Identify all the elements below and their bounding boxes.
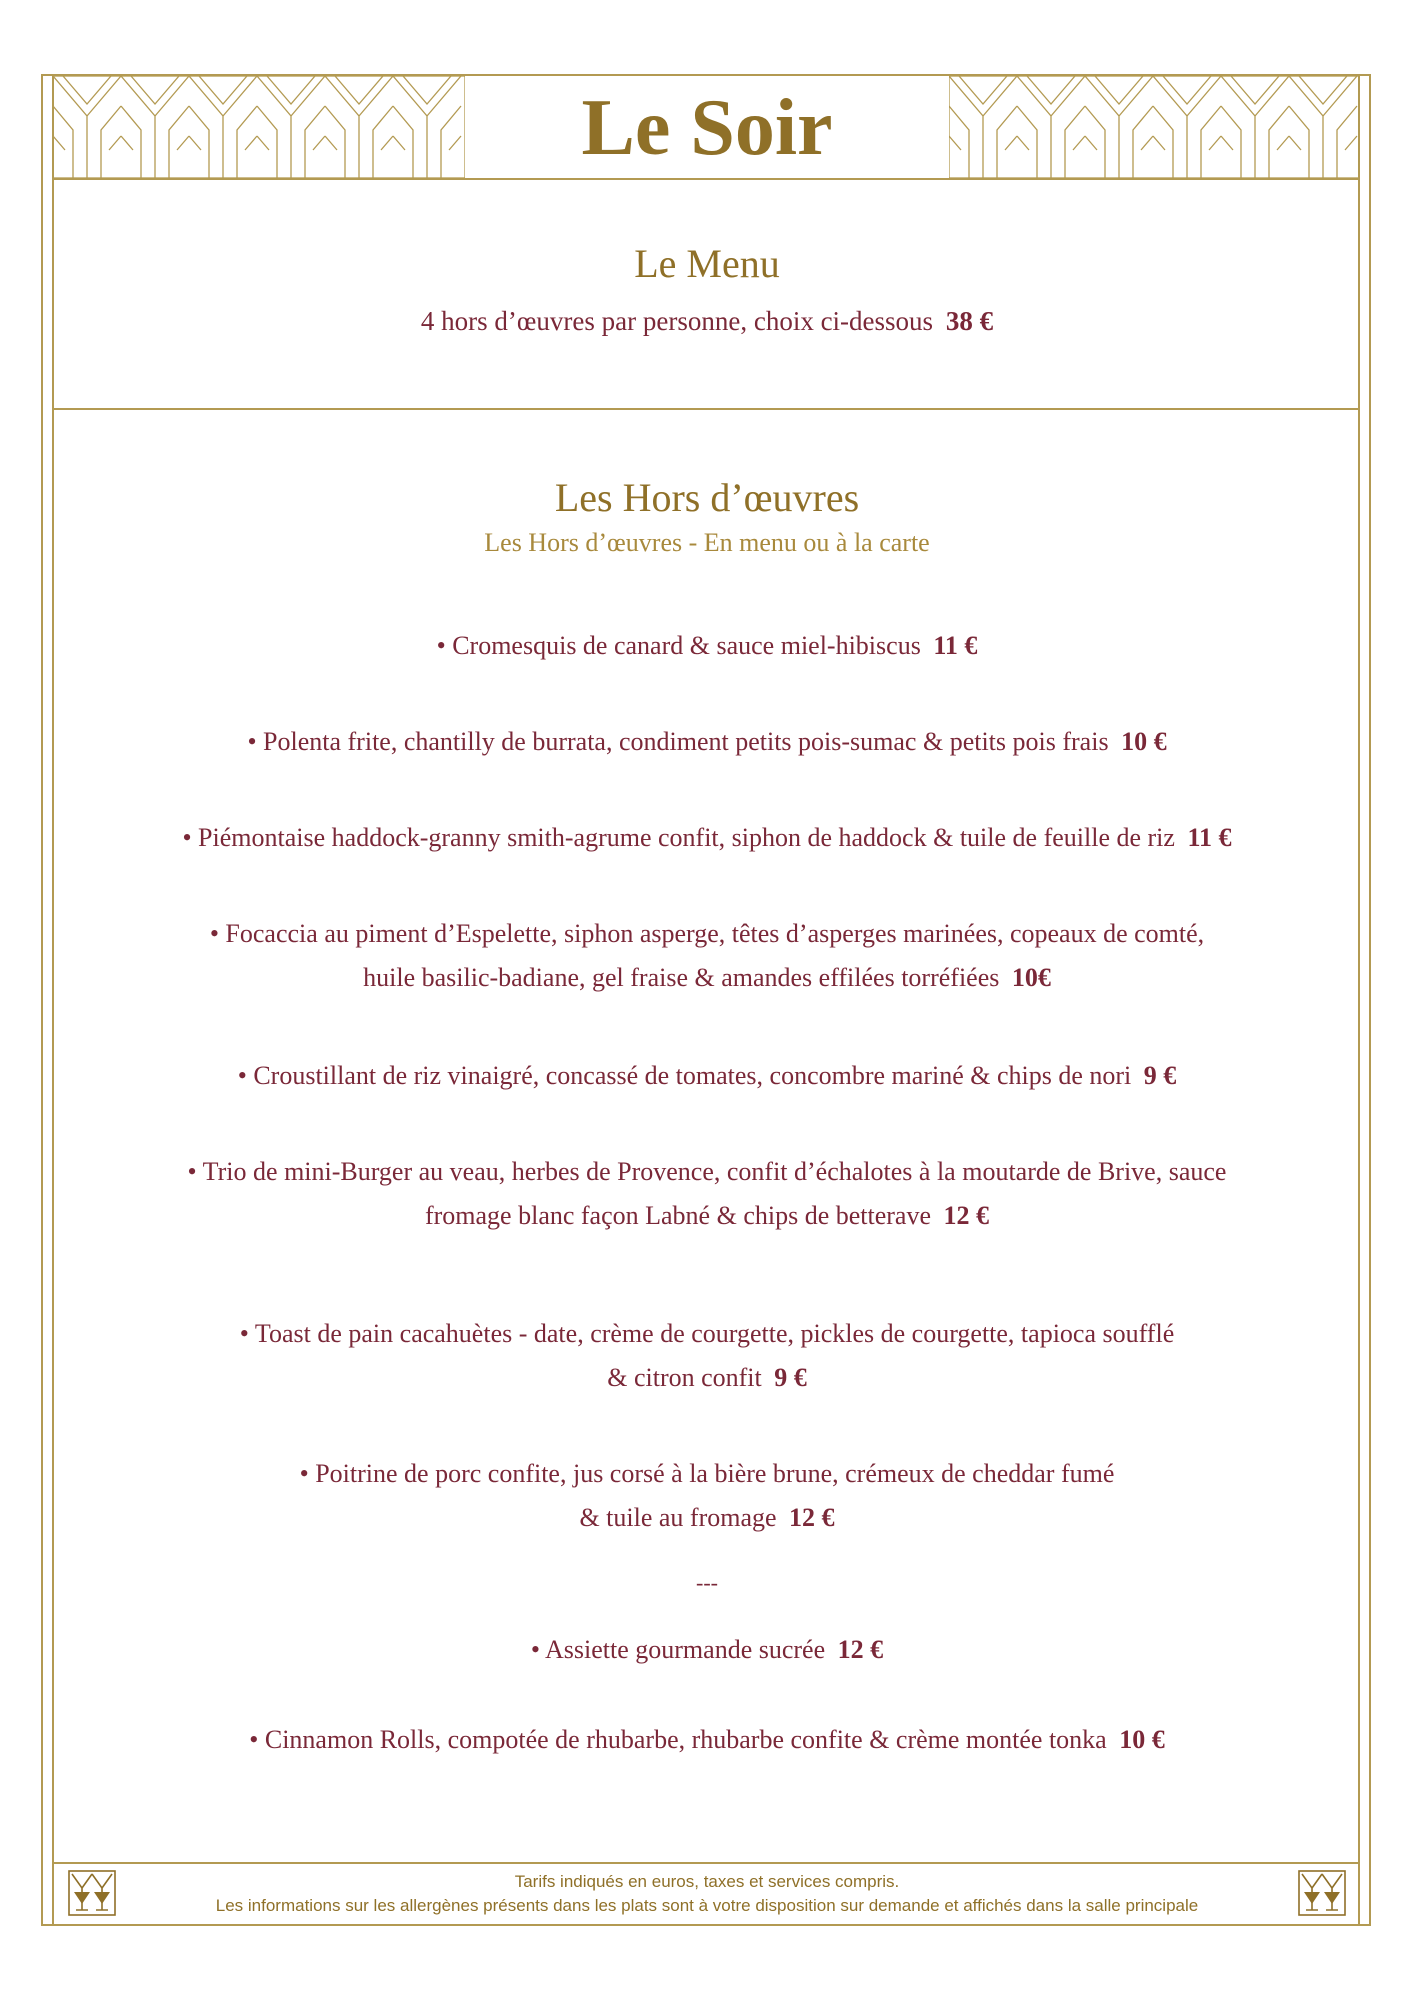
menu-item [80,912,1334,1000]
footer-allergen-note: Les informations sur les allergènes présents dans les plats sont à votre disposition sur demande et affichés dans la salle principale [215,1896,1199,1915]
menu-item-price: 11 € [933,631,978,660]
menu-item-line: • Croustillant de riz vinaigré, concassé de tomates, concombre mariné & chips de nori 9 € [237,1061,1177,1090]
menu-item-price: 10 € [1121,727,1167,756]
footer-divider [52,1862,1360,1864]
menu-item-price: 9 € [1143,1061,1177,1090]
menu-description [0,306,1414,337]
menu-item-price: 10€ [1011,963,1051,992]
menu-item-price: 12 € [837,1635,884,1664]
menu-item-line: • Polenta frite, chantilly de burrata, condiment petits pois-sumac & petits pois frais 10 € [247,727,1167,756]
menu-item-line: • Cinnamon Rolls, compotée de rhubarbe, rhubarbe confite & crème montée tonka 10 € [249,1725,1165,1754]
menu-item-price: 12 € [943,1201,990,1230]
menu-item-price: 10 € [1119,1725,1165,1754]
menu-item-line: & citron confit 9 € [607,1363,807,1392]
section-title: Les Hors d’œuvres [554,475,860,520]
menu-price: 38 € [945,306,994,336]
menu-item-price: 12 € [789,1503,835,1532]
menu-item-price: 11 € [1187,823,1232,852]
menu-item [80,720,1334,764]
section-separator: --- [696,1570,718,1595]
menu-item-line: • Poitrine de porc confite, jus corsé à la bière brune, crémeux de cheddar fumé [299,1459,1115,1488]
menu-divider [52,408,1360,410]
menu-item [80,624,1334,668]
menu-item [80,1452,1334,1540]
menu-item [80,1150,1334,1238]
section-subtitle: Les Hors d’œuvres - En menu ou à la carte [484,528,930,557]
dessert-item [80,1628,1334,1672]
menu-item-line: huile basilic-badiane, gel fraise & amandes effilées torréfiées 10€ [363,963,1051,992]
menu-item-line: • Trio de mini-Burger au veau, herbes de Provence, confit d’échalotes à la moutarde de Brive, sauce [187,1157,1227,1186]
header-divider [52,178,1360,180]
menu-description-text: 4 hors d’œuvres par personne, choix ci-dessous [420,306,934,336]
dessert-item [80,1718,1334,1762]
menu-item-price: 9 € [774,1363,807,1392]
menu-title: Le Menu [634,241,780,286]
menu-item-line: & tuile au fromage 12 € [579,1503,835,1532]
page-title: Le Soir [581,84,833,172]
menu-item-line: • Assiette gourmande sucrée 12 € [530,1635,884,1664]
menu-item-line: • Toast de pain cacahuètes - date, crème de courgette, pickles de courgette, tapioca soufflé [239,1319,1175,1348]
menu-item [80,1312,1334,1400]
menu-item-line: fromage blanc façon Labné & chips de betterave 12 € [424,1201,990,1230]
menu-item-line: • Focaccia au piment d’Espelette, siphon asperge, têtes d’asperges marinées, copeaux de comté, [209,919,1205,948]
menu-item [80,1054,1334,1098]
menu-item-line: • Cromesquis de canard & sauce miel-hibiscus 11 € [436,631,978,660]
menu-item-line: • Piémontaise haddock-granny smith-agrume confit, siphon de haddock & tuile de feuille de riz 11 € [182,823,1232,852]
footer-pricing-note: Tarifs indiqués en euros, taxes et services compris. [514,1872,900,1891]
menu-item [80,816,1334,860]
